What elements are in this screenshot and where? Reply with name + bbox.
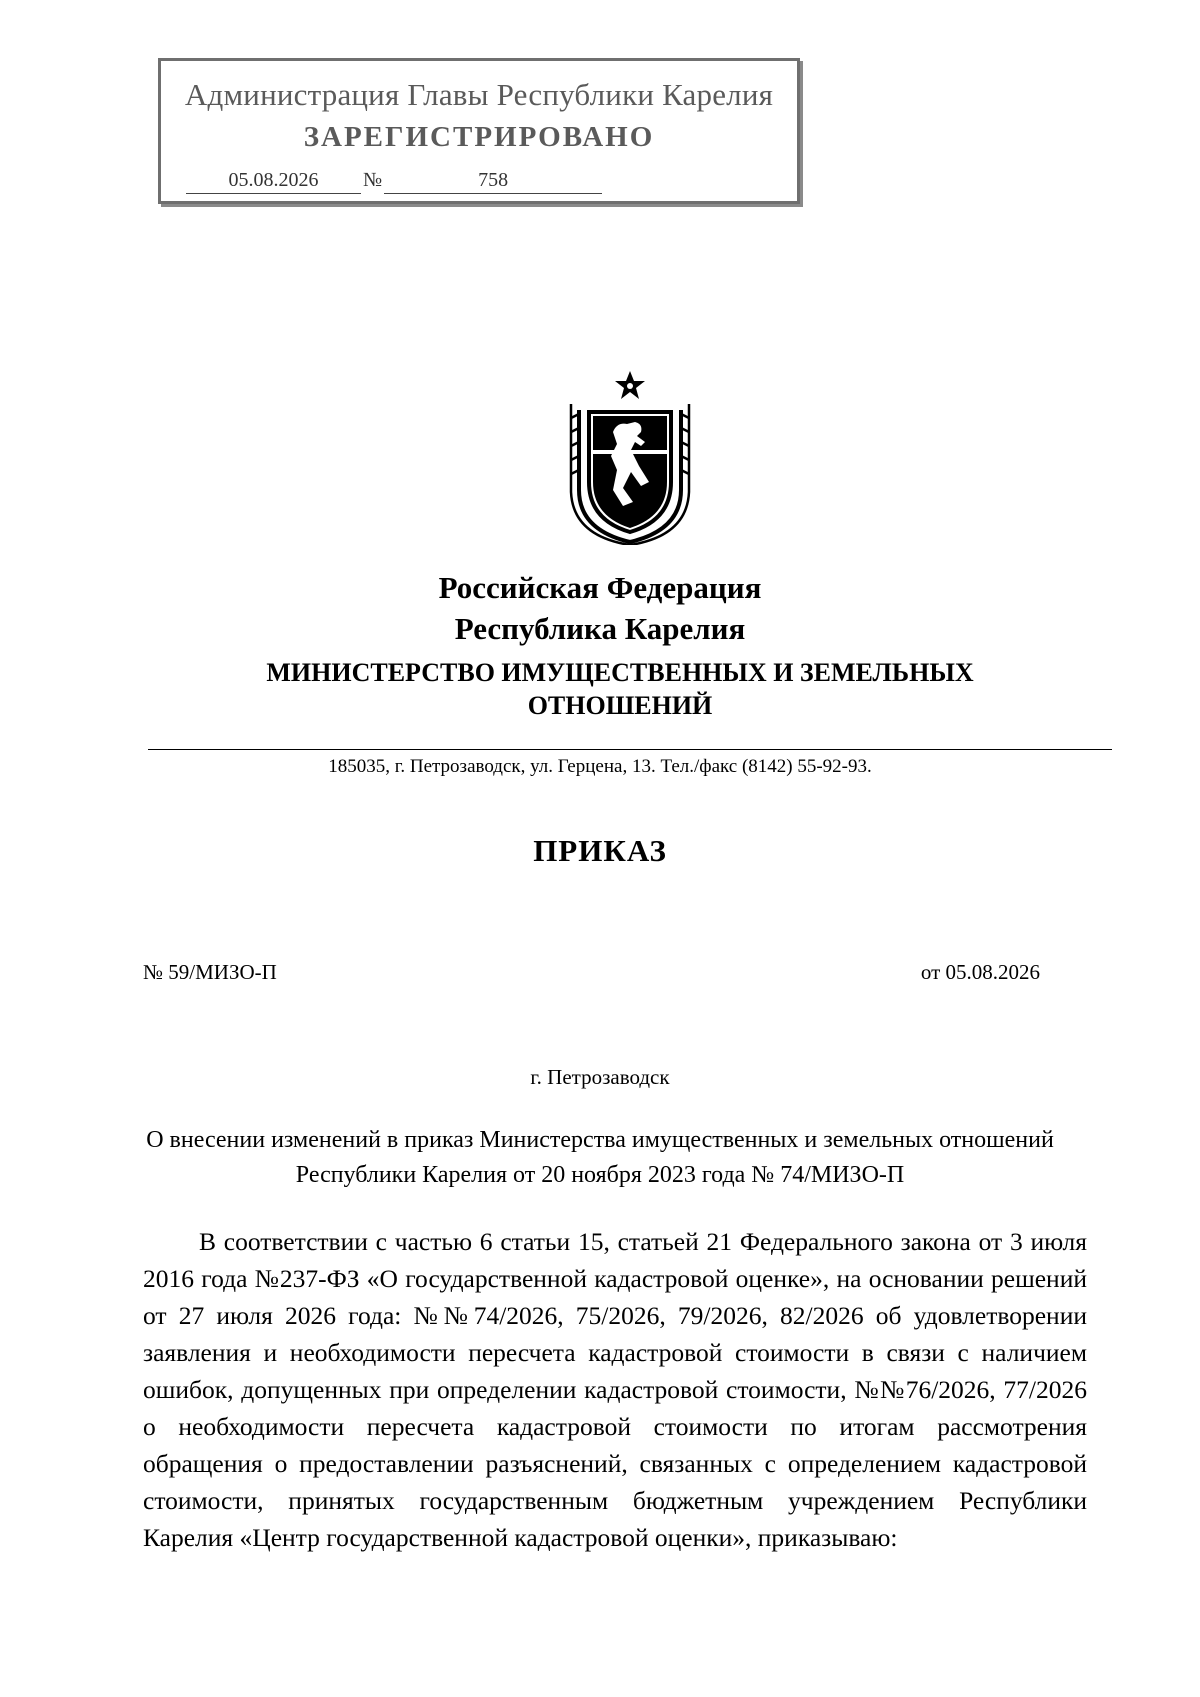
stamp-status: ЗАРЕГИСТРИРОВАНО — [303, 121, 655, 153]
header-ministry: МИНИСТЕРСТВО ИМУЩЕСТВЕННЫХ И ЗЕМЕЛЬНЫХ ОТНОШЕНИЙ — [266, 658, 974, 720]
stamp-number: 758 — [384, 169, 602, 194]
stamp-date: 05.08.2026 — [186, 169, 361, 194]
order-number: № 59/МИЗО-П — [143, 960, 277, 984]
stamp-number-sign: № — [363, 169, 383, 191]
stamp-organization: Администрация Главы Республики Карелия — [184, 77, 774, 112]
document-type: ПРИКАЗ — [533, 833, 667, 868]
header-divider — [148, 749, 1112, 750]
registration-stamp — [158, 58, 800, 204]
header-region: Республика Карелия — [454, 611, 746, 646]
star-icon — [615, 371, 645, 399]
order-subject: О внесении изменений в приказ Министерства имущественных и земельных отношений Республики Карелия от 20 ноября 2023 года № 74/МИЗО-П — [146, 1127, 1054, 1188]
header-address: 185035, г. Петрозаводск, ул. Герцена, 13. Тел./факс (8142) 55-92-93. — [328, 756, 872, 777]
karelia-coat-of-arms-icon — [565, 370, 695, 545]
order-body-paragraph: В соответствии с частью 6 статьи 15, статьей 21 Федерального закона от 3 июля 2016 года №237-ФЗ «О государственной кадастровой оценке», на основании решений от 27 июля 2026 года: №№74/2026, 75/2026, 79/2026, 82/2026 об удовлетворении заявления и необходимости пересчета кадастровой стоимости в связи с наличием ошибок, допущенных при определении кадастровой стоимости, №№76/2026, 77/2026 о необходимости пересчета кадастровой стоимости по итогам рассмотрения обращения о предоставлении разъяснений, связанных с определением кадастровой стоимости, принятых государственным бюджетным учреждением Республики Карелия «Центр государственной кадастровой оценки», приказываю: — [143, 1227, 1087, 1552]
stamp-registration-line — [186, 169, 602, 194]
order-city: г. Петрозаводск — [530, 1065, 670, 1089]
header-country: Российская Федерация — [438, 570, 762, 605]
order-date: от 05.08.2026 — [920, 960, 1040, 984]
